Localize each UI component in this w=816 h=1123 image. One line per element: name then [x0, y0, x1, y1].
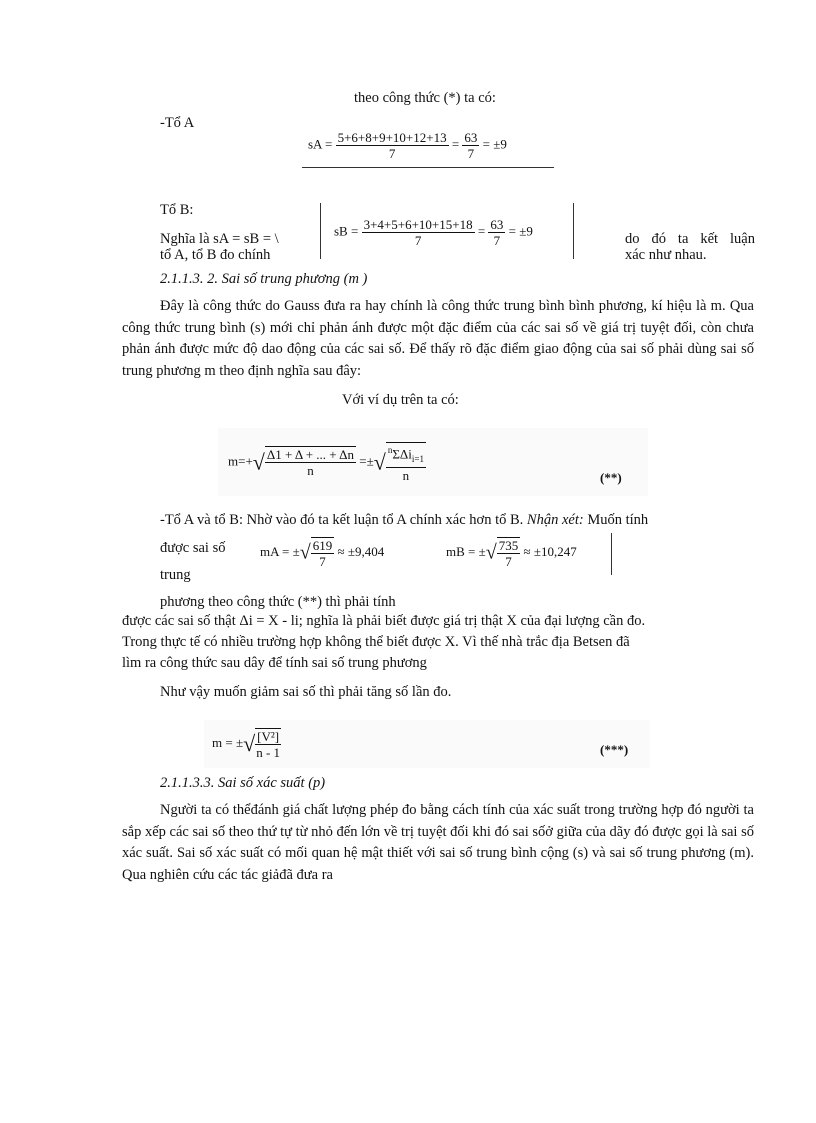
formula-sa-lhs: sA: [308, 136, 322, 152]
to-a-to-b-line: tổ A, tổ B đo chính: [160, 247, 271, 263]
nhu-vay-line: Như vậy muốn giảm sai số thì phải tăng số lần đo.: [160, 684, 452, 700]
formula-m-eq: =±: [359, 453, 374, 469]
ket-luan-line: do đó ta kết luận: [625, 231, 755, 247]
formula-ma-num: 619: [312, 538, 333, 553]
formula-sa: sA = $\frac{5+6+8+9+10+12+13}{7}$ = $\frac{63}{7}$ = ±9: [308, 130, 507, 161]
formula-sb-lhs: sB: [334, 223, 348, 239]
formula-sb-den: 7: [414, 233, 422, 248]
formula-ma-lhs: mA = ±: [260, 543, 300, 559]
formula-ma: [260, 537, 384, 569]
phuong-line: phương theo công thức (**) thì phải tính: [160, 594, 396, 610]
formula-sa-den2: 7: [467, 146, 475, 161]
formula-mb-den: 7: [505, 554, 512, 569]
paragraph-xac-suat: Người ta có thểđánh giá chất lượng phép đo bằng cách tính của xác suất trong trường hợp đó người ta sắp xếp các sai số theo thứ tự từ nhỏ đến lớn về trị tuyệt đối khi đó sai sốở giữa của dãy đó được gọi là sai số xác suất. Sai số xác suất có mối quan hệ mật thiết với sai số trung bình cộng (s) và sai số trung phương (m). Qua nghiên cứu các tác giảđã đưa ra: [122, 802, 754, 883]
formula-mb: [446, 537, 577, 569]
formula-betsen-lhs: m = ±: [212, 734, 244, 750]
voi-vi-du-line: Với ví dụ trên ta có:: [342, 392, 459, 408]
nghia-la-line: Nghĩa là sA = sB = \: [160, 231, 279, 247]
formula-m-lhs: m=+: [228, 453, 253, 469]
formula-betsen: [212, 728, 281, 760]
formula-m-sum: ΣΔi: [392, 446, 412, 462]
sqrt-icon-betsen: √: [243, 731, 256, 756]
formula-betsen-den: n - 1: [256, 745, 281, 760]
formula-ma-result: ≈ ±9,404: [337, 543, 385, 559]
sqrt-icon-ma: √: [299, 541, 311, 564]
formula-sa-num2: 63: [464, 130, 478, 145]
conclusion-line: [160, 512, 648, 529]
formula-sa-underline: [302, 167, 554, 168]
formula-m-den: n: [307, 463, 314, 479]
formula-sa-num: 5+6+8+9+10+12+13: [337, 130, 447, 145]
formula-sb-den2: 7: [493, 233, 501, 248]
formula-betsen-num: [V²]: [257, 729, 280, 744]
para2-line-2: Trong thực tế có nhiều trường hợp không thể biết được X. Vì thế nhà trắc địa Betsen đã: [122, 634, 630, 650]
formula-sb-num2: 63: [490, 217, 504, 232]
formula-mb-num: 735: [498, 538, 519, 553]
sqrt-icon-2: √: [373, 449, 386, 475]
formula-m: [228, 442, 426, 483]
formula-ma-den: 7: [319, 554, 326, 569]
formula-mb-right-bar: [611, 533, 612, 575]
para2-line-3: lìm ra công thức sau dây để tính sai số trung phương: [122, 655, 427, 671]
conclusion-prefix: -Tổ A và tổ B: Nhờ vào đó ta kết luận tổ A chính xác hơn tổ B.: [160, 512, 527, 528]
formula-sb-left-bar: [320, 203, 321, 259]
formula-m-tag: (**): [600, 470, 622, 485]
formula-m-sum-top: n: [387, 445, 393, 455]
xac-nhu-nhau-line: xác như nhau.: [625, 247, 707, 263]
sqrt-icon-mb: √: [485, 541, 497, 564]
intro-line: theo công thức (*) ta có:: [354, 90, 496, 106]
formula-m-inner: Δ1 + Δ + ... + Δn: [266, 447, 355, 463]
formula-betsen-tag: (***): [600, 742, 629, 757]
trung-line: trung: [160, 567, 191, 583]
sqrt-icon: √: [252, 449, 265, 475]
formula-sa-result: ±9: [493, 136, 507, 152]
to-a-label: -Tổ A: [160, 115, 195, 131]
formula-mb-result: ≈ ±10,247: [523, 543, 577, 559]
formula-m-den2: n: [402, 467, 410, 483]
para2-line-1: được các sai số thật Δi = X - li; nghĩa là phải biết được giá trị thật X của đại lượng cần đo.: [122, 613, 646, 629]
formula-m-sum-bottom: i=1: [411, 453, 424, 464]
section-heading-trung-phuong: 2.1.1.3. 2. Sai số trung phương (m ): [160, 271, 368, 287]
section-heading-xac-suat: 2.1.1.3.3. Sai số xác suất (p): [160, 775, 326, 791]
formula-sb-right-bar: [573, 203, 574, 259]
paragraph-gauss: Đây là công thức do Gauss đưa ra hay chính là công thức trung bình bình phương, kí hiệu là m. Qua công thức trung bình (s) mới chỉ phản ánh được một đặc điểm của các sai số về giá trị tuyệt đối, còn chưa phản ánh được mức độ dao động của các sai số. Để thấy rõ đặc điểm giao động của sai số phải dùng sai số trung phương m theo định nghĩa sau đây:: [122, 298, 754, 379]
formula-sb: sB = $\frac{3+4+5+6+10+15+18}{7}$ = $\frac{63}{7}$ = ±9: [334, 217, 533, 248]
conclusion-suffix: Muốn tính: [583, 512, 649, 528]
to-b-label: Tổ B:: [160, 202, 194, 218]
formula-sb-result: ±9: [519, 223, 533, 239]
formula-sb-num: 3+4+5+6+10+15+18: [363, 217, 473, 232]
nhan-xet-label: Nhận xét:: [526, 512, 584, 528]
formula-mb-lhs: mB = ±: [446, 543, 486, 559]
formula-sa-den: 7: [388, 146, 396, 161]
duoc-sai-so-line: được sai số: [160, 540, 226, 556]
